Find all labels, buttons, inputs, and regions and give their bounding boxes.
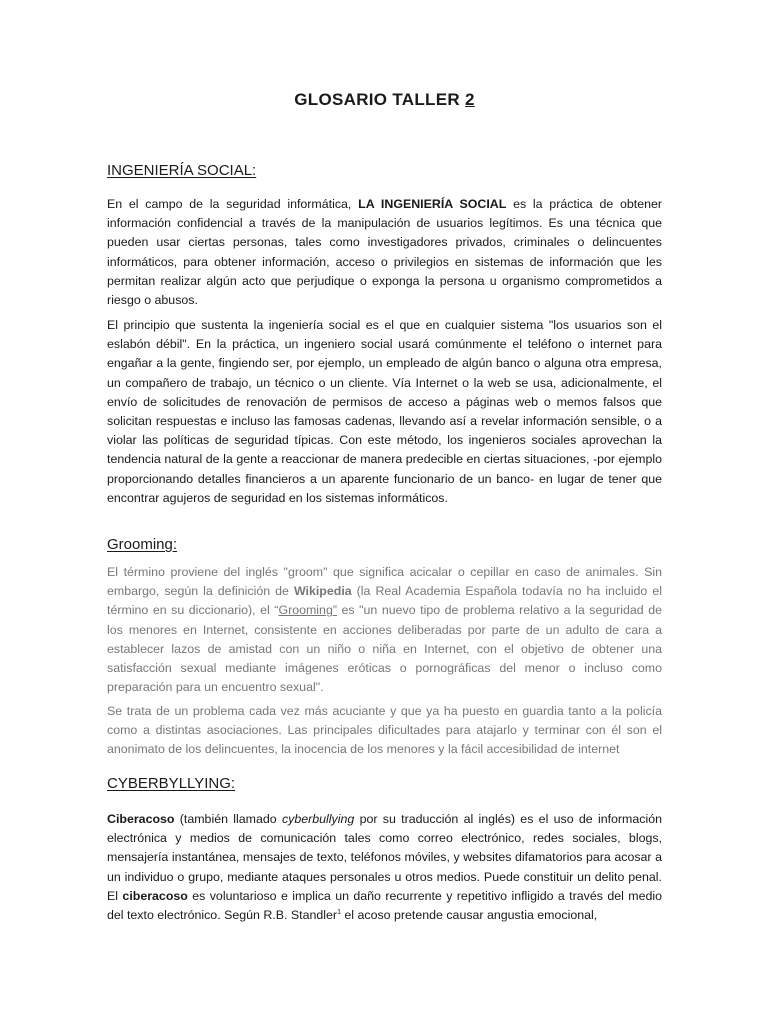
text-run: es "un nuevo tipo de problema relativo a la seguridad de los menores en Internet, consistente en acciones deliberadas por parte de un adulto de cara a establecer lazos de amistad con un niño o niña en Internet, con el objetivo de obtener una satisfacción sexual mediante imágenes eróticas o pornográficas del menor o incluso como preparación para un encuentro sexual".: [107, 603, 662, 695]
footnote-marker: 1: [337, 908, 341, 916]
paragraph-cyberbullying-1: [107, 810, 662, 925]
heading-cyberbullying: CYBERBYLLYING:: [107, 775, 236, 792]
text-run: por su traducción al inglés) es el uso de información electrónica y medios de comunicación tales como correo electrónico, redes sociales, blogs, mensajería instantánea, mensajes de texto, teléfonos móviles, y websites difamatorios para acosar a un individuo o grupo, mediante ataques personales u otros medios. Puede constituir un delito penal. El: [107, 812, 662, 903]
term-bold: Ciberacoso: [107, 812, 175, 826]
term-underlined: Grooming”: [278, 603, 337, 618]
text-run: (también llamado: [174, 812, 282, 826]
paragraph-grooming-2: Se trata de un problema cada vez más acuciante y que ya ha puesto en guardia tanto a la policía como a distintas asociaciones. Las principales dificultades para atajarlo y terminar con él son el anonimato de los delincuentes, la inocencia de los menores y la fácil accesibilidad de internet: [107, 704, 662, 757]
term-bold: LA INGENIERÍA SOCIAL: [358, 197, 507, 211]
text-run: es voluntarioso e implica un daño recurrente y repetitivo infligido a través del medio del texto electrónico. Según R.B. Standler: [107, 888, 662, 923]
term-italic: cyberbullying: [281, 812, 355, 826]
heading-ingenieria-social: INGENIERÍA SOCIAL:: [107, 162, 257, 179]
term-bold: Wikipedia: [293, 584, 352, 599]
title-text: GLOSARIO TALLER: [294, 90, 465, 109]
term-bold: ciberacoso: [122, 888, 188, 903]
text-run: En el campo de la seguridad informática,: [107, 197, 359, 211]
paragraph-grooming-1: [107, 563, 662, 697]
paragraph-ingenieria-2: El principio que sustenta la ingeniería social es el que en cualquier sistema "los usuarios son el eslabón débil". En la práctica, un ingeniero social usará comúnmente el teléfono o internet para engañar a la gente, fingiendo ser, por ejemplo, un empleado de algún banco o alguna otra empresa, un compañero de trabajo, un técnico o un cliente. Vía Internet o la web se usa, adicionalmente, el envío de solicitudes de renovación de permisos de acceso a páginas web o memos falsos que solicitan respuestas e incluso las famosas cadenas, llevando así a revelar información sensible, o a violar las políticas de seguridad típicas. Con este método, los ingenieros sociales aprovechan la tendencia natural de la gente a reaccionar de manera predecible en ciertas situaciones, -por ejemplo proporcionando detalles financieros a un aparente funcionario de un banco- en lugar de tener que encontrar agujeros de seguridad en los sistemas informáticos.: [107, 318, 662, 505]
text-run: es la práctica de obtener información confidencial a través de la manipulación de usuarios legítimos. Es una técnica que pueden usar ciertas personas, tales como investigadores privados, criminales o delincuentes informáticos, para obtener información, acceso o privilegios en sistemas de información que les permitan realizar algún acto que perjudique o exponga la persona u organismo comprometidos a riesgo o abusos.: [107, 197, 662, 308]
paragraph-ingenieria-1: [107, 195, 662, 310]
page-title: [107, 90, 662, 110]
text-run: (la Real Academia Española todavía no ha incluido el término en su diccionario), el “: [107, 584, 662, 618]
text-run: el acoso pretende causar angustia emocional,: [340, 908, 598, 923]
title-number: 2: [464, 90, 475, 109]
text-run: El término proviene del inglés "groom" que significa acicalar o cepillar en caso de animales. Sin embargo, según la definición de: [107, 565, 662, 599]
heading-grooming: Grooming:: [107, 536, 178, 553]
